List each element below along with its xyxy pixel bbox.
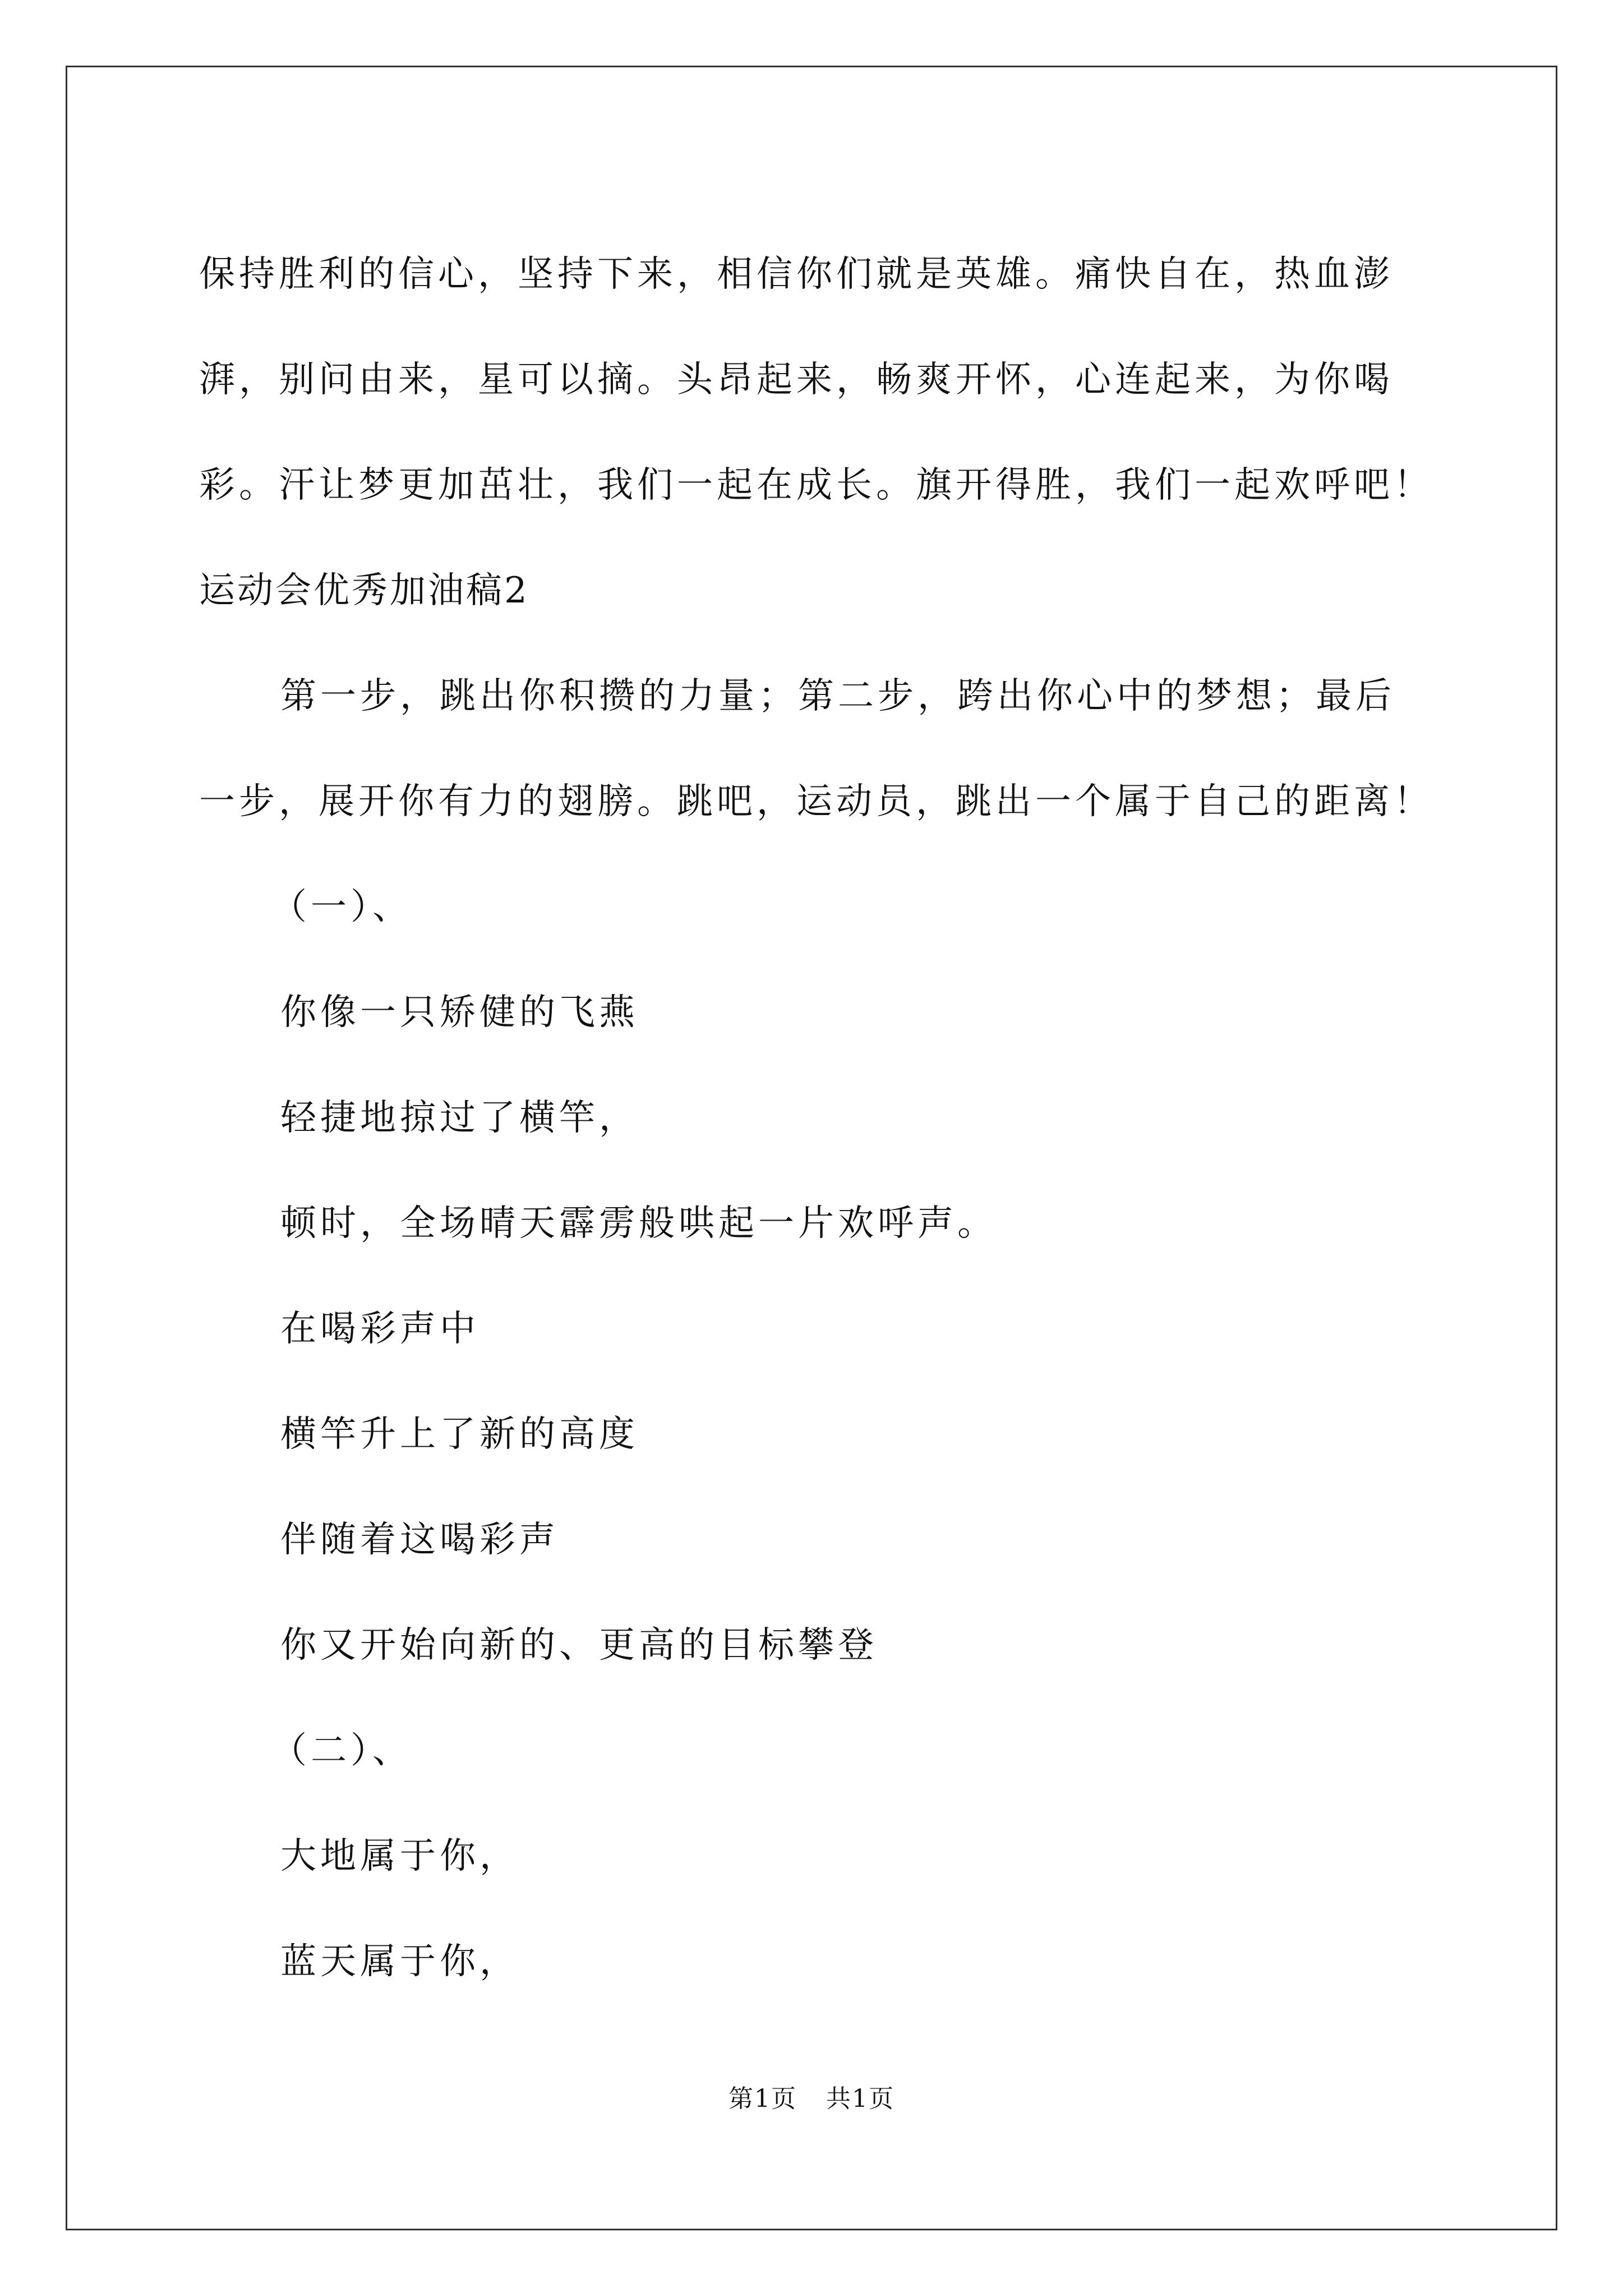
paragraph-1-line-1: 保持胜利的信心，坚持下来，相信你们就是英雄。痛快自在，热血澎: [199, 254, 1394, 295]
part-1-line: 你又开始向新的、更高的目标攀登: [280, 1625, 878, 1666]
part-2-line: 大地属于你，: [280, 1835, 519, 1877]
part-1-line: 伴随着这喝彩声: [280, 1519, 559, 1561]
section-title: 运动会优秀加油稿2: [199, 570, 529, 611]
part-1-line: 你像一只矫健的飞燕: [280, 992, 639, 1033]
paragraph-1-line-2: 湃，别问由来，星可以摘。头昂起来，畅爽开怀，心连起来，为你喝: [199, 359, 1394, 401]
part-1-label: （一）、: [271, 886, 412, 928]
part-1-line: 轻捷地掠过了横竿，: [280, 1097, 639, 1139]
paragraph-2-line-2: 一步，展开你有力的翅膀。跳吧，运动员，跳出一个属于自己的距离！: [199, 781, 1433, 822]
part-1-line: 在喝彩声中: [280, 1308, 479, 1350]
paragraph-1-line-3: 彩。汗让梦更加茁壮，我们一起在成长。旗开得胜，我们一起欢呼吧！: [199, 464, 1433, 506]
part-1-line: 顿时，全场晴天霹雳般哄起一片欢呼声。: [280, 1203, 997, 1244]
document-body: [199, 222, 1433, 2014]
page-footer: [0, 2078, 1623, 2114]
part-2-label: （二）、: [271, 1730, 412, 1772]
page-number-current: 第1页: [728, 2085, 797, 2113]
part-1-line: 横竿升上了新的高度: [280, 1414, 639, 1455]
part-2-line: 蓝天属于你，: [280, 1941, 519, 1982]
paragraph-2-line-1: 第一步，跳出你积攒的力量；第二步，跨出你心中的梦想；最后: [280, 675, 1395, 717]
page-number-total: 共1页: [826, 2085, 895, 2113]
